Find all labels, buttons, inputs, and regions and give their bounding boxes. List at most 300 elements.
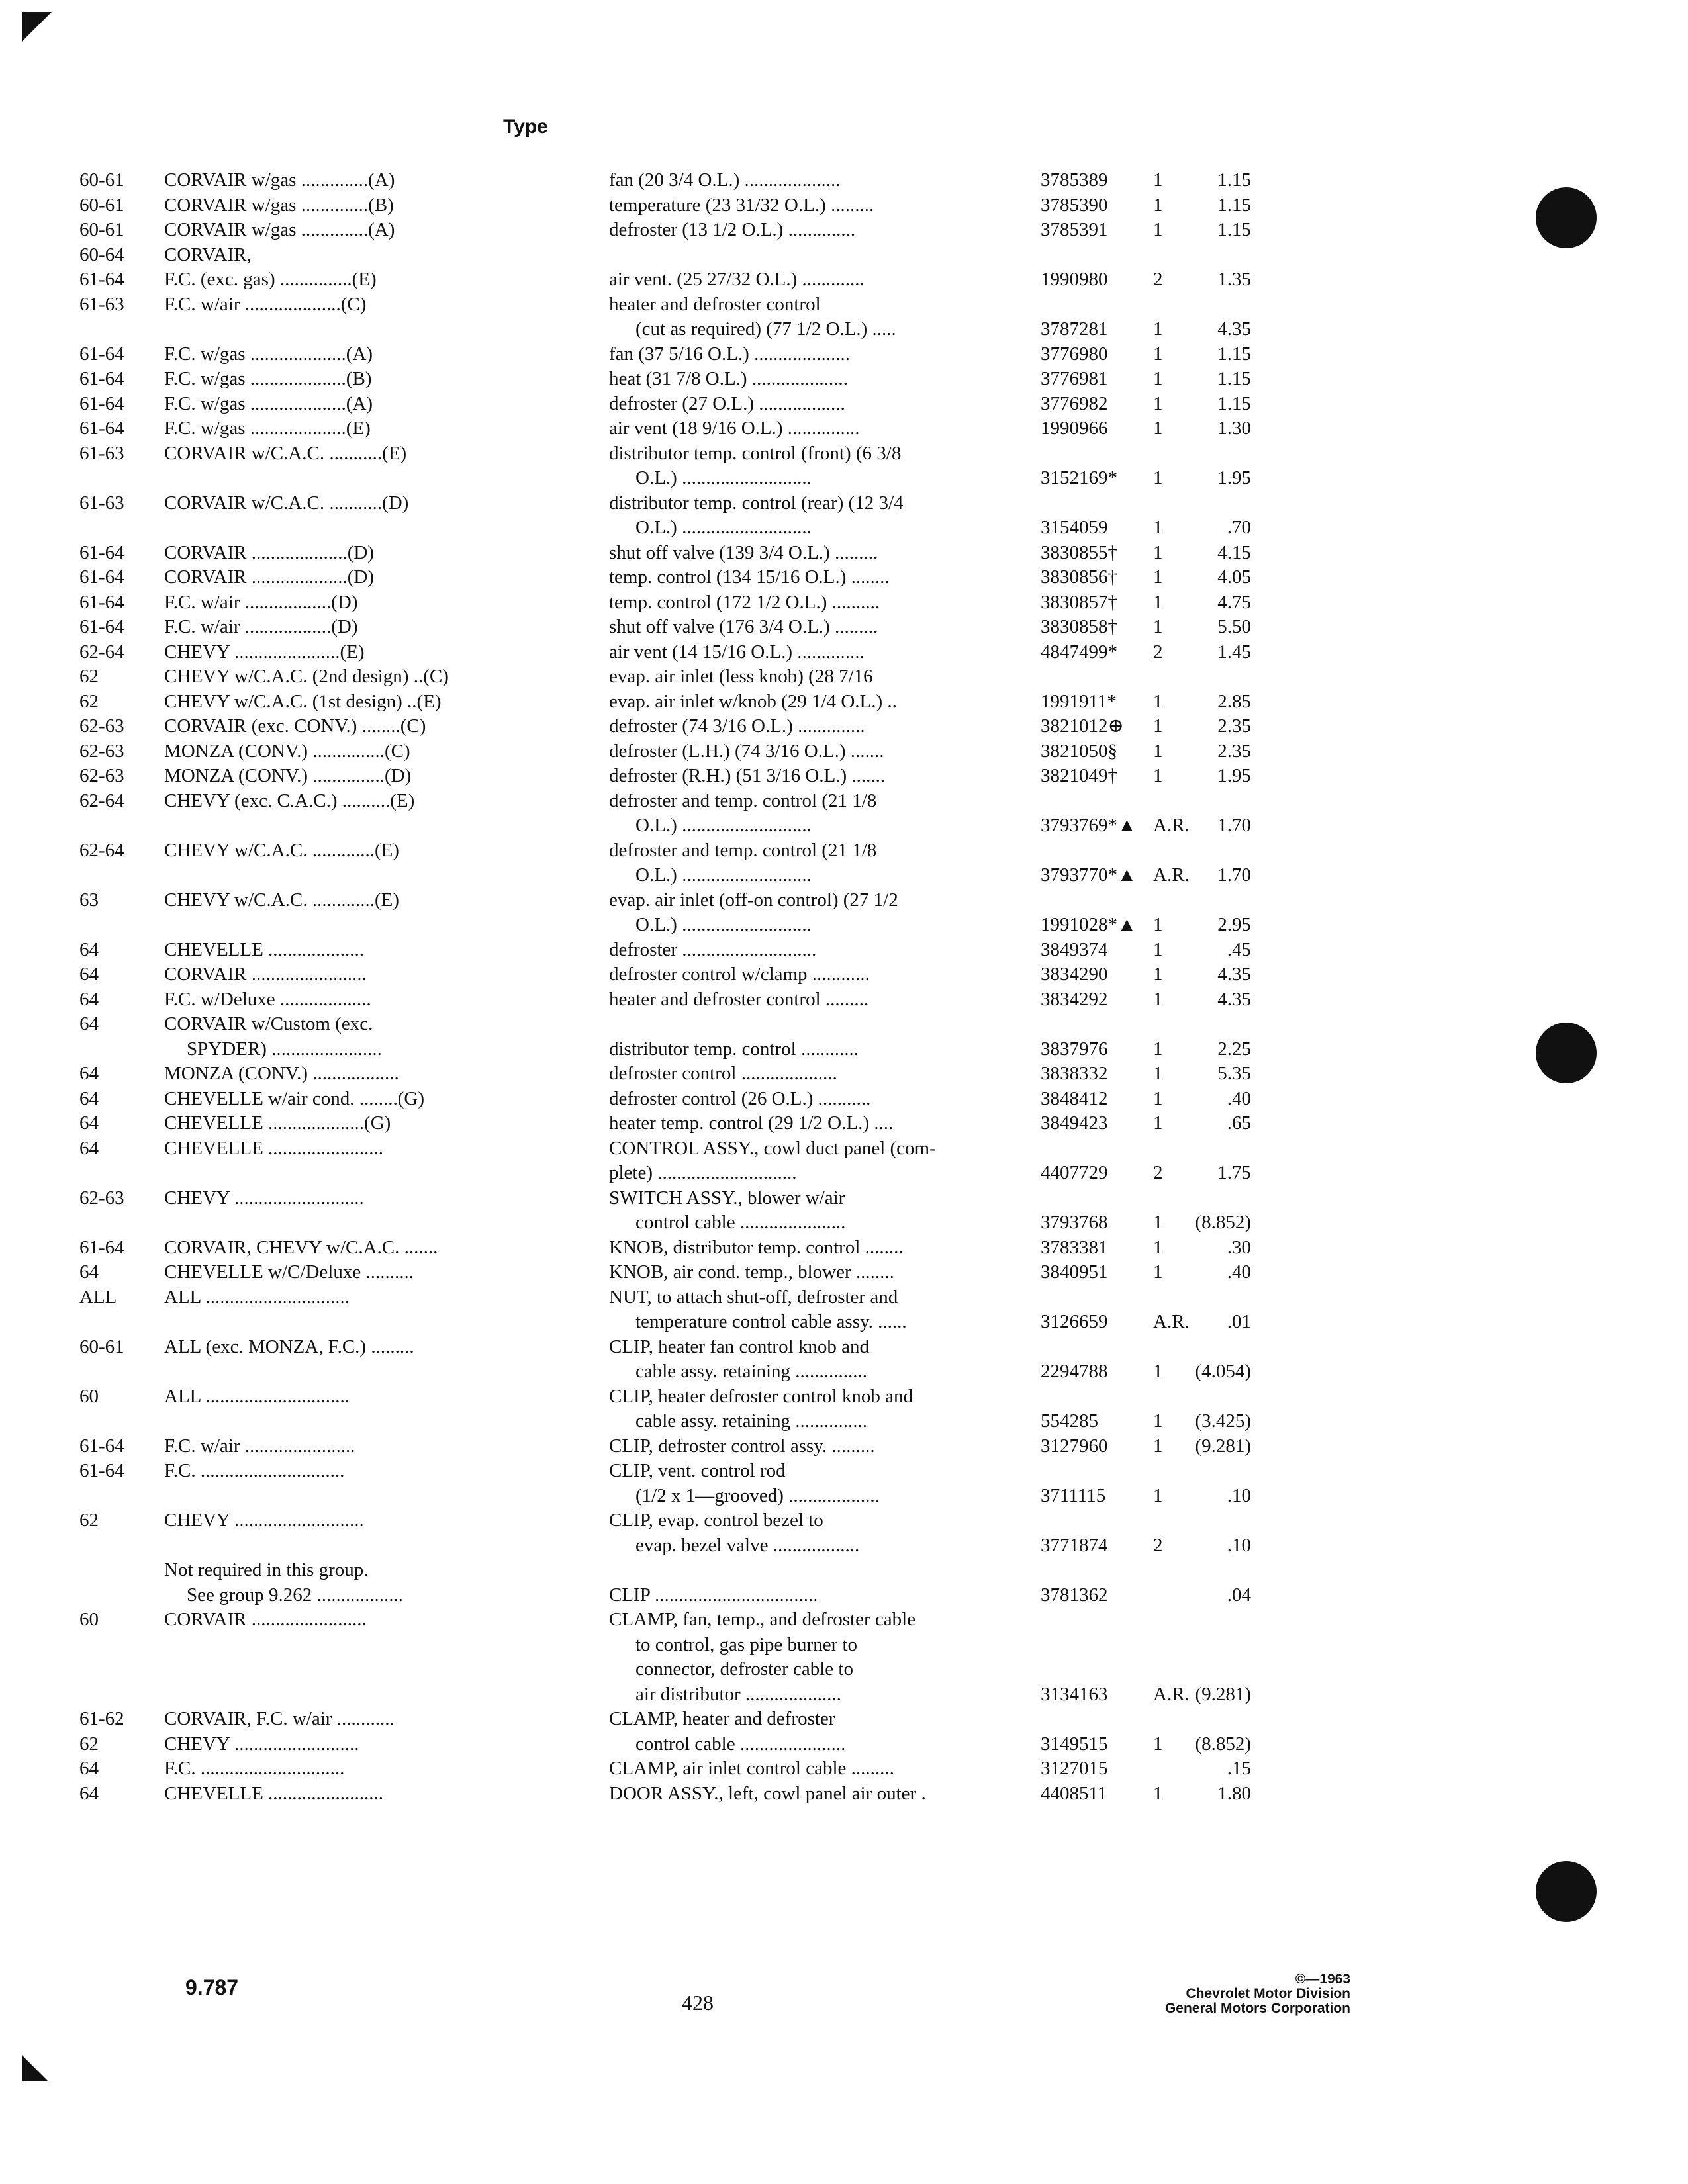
quantity-cell: 1	[1153, 1038, 1163, 1060]
table-row	[79, 1484, 1258, 1509]
table-row	[79, 813, 1258, 839]
description-cell: KNOB, distributor temp. control ........	[609, 1236, 904, 1258]
model-cell: CHEVELLE ........................	[164, 1782, 384, 1804]
table-row	[79, 690, 1258, 715]
year-cell: 61-64	[79, 392, 124, 414]
table-row	[79, 664, 1258, 690]
table-row	[79, 1012, 1258, 1037]
year-cell: 61-64	[79, 269, 124, 290]
price-cell: .70	[1227, 517, 1251, 538]
quantity-cell: 1	[1153, 219, 1163, 240]
price-cell: 4.15	[1217, 541, 1251, 563]
quantity-cell: 1	[1153, 938, 1163, 960]
description-cell: CLIP, vent. control rod	[609, 1460, 786, 1481]
quantity-cell: 1	[1153, 690, 1163, 712]
table-row	[79, 1657, 1258, 1682]
model-cell: CHEVELLE ....................(G)	[164, 1113, 391, 1134]
quantity-cell: A.R.	[1153, 864, 1190, 886]
price-cell: 4.75	[1217, 591, 1251, 613]
part-number-cell: 3793768	[1041, 1212, 1108, 1233]
punch-hole-middle	[1536, 1023, 1597, 1083]
part-number-cell: 1990966	[1041, 418, 1108, 439]
quantity-cell: 1	[1153, 1733, 1163, 1754]
model-cell: CORVAIR w/gas ..............(A)	[164, 219, 395, 240]
price-cell: 4.35	[1217, 318, 1251, 340]
part-number-cell: 3785391	[1041, 219, 1108, 240]
model-cell: F.C. w/gas ....................(A)	[164, 392, 373, 414]
price-cell: (3.425)	[1195, 1410, 1251, 1432]
part-number-cell: 3126659	[1041, 1311, 1108, 1332]
year-cell: 62-63	[79, 765, 124, 786]
model-cell: CORVAIR w/C.A.C. ...........(E)	[164, 442, 407, 464]
part-number-cell: 3127015	[1041, 1758, 1108, 1779]
year-cell: 64	[79, 1113, 99, 1134]
price-cell: 1.75	[1217, 1162, 1251, 1183]
year-cell: 64	[79, 1261, 99, 1283]
price-cell: (8.852)	[1195, 1733, 1251, 1754]
model-cell: CHEVY w/C.A.C. (1st design) ..(E)	[164, 690, 442, 712]
description-cell: DOOR ASSY., left, cowl panel air outer .	[609, 1782, 926, 1804]
publisher-credit	[1165, 1972, 1350, 2016]
description-cell: distributor temp. control ............	[609, 1038, 859, 1060]
description-cell: cable assy. retaining ...............	[635, 1410, 868, 1432]
quantity-cell: 1	[1153, 194, 1163, 216]
year-cell: 63	[79, 889, 99, 911]
punch-hole-bottom	[1536, 1861, 1597, 1922]
model-cell: F.C. w/gas ....................(E)	[164, 418, 371, 439]
table-row	[79, 1385, 1258, 1410]
year-cell: 60-61	[79, 194, 124, 216]
type-column-heading: Type	[503, 116, 548, 138]
price-cell: 5.35	[1217, 1063, 1251, 1084]
table-row	[79, 392, 1258, 417]
part-number-cell: 3776980	[1041, 343, 1108, 365]
year-cell: 60-61	[79, 1336, 124, 1357]
part-number-cell: 3776982	[1041, 392, 1108, 414]
model-cell: CHEVY ...........................	[164, 1187, 364, 1208]
model-cell: F.C. ..............................	[164, 1460, 345, 1481]
table-row	[79, 466, 1258, 491]
description-cell: defroster and temp. control (21 1/8	[609, 839, 877, 861]
table-row	[79, 938, 1258, 963]
model-cell: F.C. w/Deluxe ...................	[164, 988, 371, 1010]
description-cell: defroster (27 O.L.) ..................	[609, 392, 845, 414]
description-cell: defroster (L.H.) (74 3/16 O.L.) .......	[609, 740, 884, 762]
model-cell: F.C. w/gas ....................(B)	[164, 368, 372, 389]
description-cell: defroster control ....................	[609, 1063, 837, 1084]
description-cell: CLAMP, heater and defroster	[609, 1708, 835, 1729]
price-cell: .15	[1227, 1758, 1251, 1779]
table-row	[79, 764, 1258, 789]
year-cell: 62	[79, 1510, 99, 1531]
price-cell: 2.35	[1217, 740, 1251, 762]
price-cell: .30	[1227, 1236, 1251, 1258]
punch-hole-top	[1536, 187, 1597, 248]
quantity-cell: A.R.	[1153, 815, 1190, 836]
part-number-cell: 3834292	[1041, 988, 1108, 1010]
description-cell: cable assy. retaining ...............	[635, 1361, 868, 1382]
description-cell: O.L.) ...........................	[635, 815, 812, 836]
description-cell: CLIP ..................................	[609, 1584, 818, 1606]
model-cell: CHEVELLE w/C/Deluxe ..........	[164, 1261, 414, 1283]
part-number-cell: 3711115	[1041, 1484, 1106, 1506]
table-row	[79, 1434, 1258, 1459]
year-cell: 61-64	[79, 1460, 124, 1481]
price-cell: .10	[1227, 1534, 1251, 1556]
price-cell: 5.50	[1217, 616, 1251, 637]
year-cell: 64	[79, 1087, 99, 1109]
quantity-cell: 1	[1153, 1410, 1163, 1432]
model-cell: CORVAIR w/Custom (exc.	[164, 1013, 373, 1034]
year-cell: 61-63	[79, 293, 124, 315]
part-number-cell: 3785389	[1041, 169, 1108, 191]
corner-mark-bottom-left	[22, 2055, 48, 2081]
part-number-cell: 3149515	[1041, 1733, 1108, 1754]
year-cell: 61-64	[79, 1236, 124, 1258]
table-row	[79, 342, 1258, 367]
price-cell: 1.70	[1217, 864, 1251, 886]
price-cell: 1.80	[1217, 1782, 1251, 1804]
model-cell: F.C. w/air ....................(C)	[164, 293, 367, 315]
description-cell: control cable ......................	[635, 1733, 846, 1754]
table-row	[79, 1359, 1258, 1385]
group-number: 9.787	[185, 1976, 239, 1999]
quantity-cell: 1	[1153, 318, 1163, 340]
quantity-cell: A.R.	[1153, 1683, 1190, 1705]
model-cell: CHEVY w/C.A.C. .............(E)	[164, 889, 399, 911]
description-cell: defroster ............................	[609, 938, 817, 960]
table-row	[79, 1236, 1258, 1261]
division-name: Chevrolet Motor Division	[1186, 1986, 1350, 2001]
model-cell: ALL (exc. MONZA, F.C.) .........	[164, 1336, 414, 1357]
year-cell: 60-61	[79, 169, 124, 191]
year-cell: 61-63	[79, 492, 124, 514]
quantity-cell: 1	[1153, 715, 1163, 737]
model-cell: CORVAIR ....................(D)	[164, 541, 374, 563]
year-cell: 60	[79, 1609, 99, 1630]
quantity-cell: 1	[1153, 567, 1163, 588]
table-row	[79, 1409, 1258, 1434]
part-number-cell: 3776981	[1041, 368, 1108, 389]
quantity-cell: 1	[1153, 740, 1163, 762]
model-cell: CHEVELLE ........................	[164, 1137, 384, 1159]
description-cell: heater and defroster control	[609, 293, 821, 315]
description-cell: CLAMP, air inlet control cable .........	[609, 1758, 894, 1779]
year-cell: 61-64	[79, 616, 124, 637]
year-cell: 64	[79, 1758, 99, 1779]
table-row	[79, 1732, 1258, 1757]
description-cell: shut off valve (176 3/4 O.L.) .........	[609, 616, 878, 637]
price-cell: (9.281)	[1195, 1683, 1251, 1705]
table-row	[79, 1087, 1258, 1112]
description-cell: air vent. (25 27/32 O.L.) .............	[609, 269, 865, 290]
part-number-cell: 4847499*	[1041, 641, 1117, 662]
table-row	[79, 714, 1258, 739]
quantity-cell: 1	[1153, 964, 1163, 985]
part-number-cell: 3830855†	[1041, 541, 1117, 563]
description-cell: O.L.) ...........................	[635, 517, 812, 538]
year-cell: 62-64	[79, 790, 124, 811]
table-row	[79, 1508, 1258, 1533]
price-cell: 1.15	[1217, 392, 1251, 414]
description-cell: fan (37 5/16 O.L.) ....................	[609, 343, 851, 365]
year-cell: 64	[79, 988, 99, 1010]
year-cell: 61-64	[79, 567, 124, 588]
model-cell: CORVAIR, F.C. w/air ............	[164, 1708, 395, 1729]
description-cell: distributor temp. control (front) (6 3/8	[609, 442, 902, 464]
model-cell: F.C. ..............................	[164, 1758, 345, 1779]
price-cell: 2.35	[1217, 715, 1251, 737]
table-row	[79, 1037, 1258, 1062]
price-cell: .65	[1227, 1113, 1251, 1134]
quantity-cell: 1	[1153, 467, 1163, 488]
year-cell: 62-63	[79, 740, 124, 762]
description-cell: air vent (14 15/16 O.L.) ..............	[609, 641, 865, 662]
part-number-cell: 2294788	[1041, 1361, 1108, 1382]
quantity-cell: 1	[1153, 1484, 1163, 1506]
description-cell: evap. air inlet w/knob (29 1/4 O.L.) ..	[609, 690, 897, 712]
description-cell: evap. bezel valve ..................	[635, 1534, 860, 1556]
part-number-cell: 3830858†	[1041, 616, 1117, 637]
table-row	[79, 1608, 1258, 1633]
description-cell: distributor temp. control (rear) (12 3/4	[609, 492, 904, 514]
year-cell: 62-64	[79, 839, 124, 861]
description-cell: CLAMP, fan, temp., and defroster cable	[609, 1609, 916, 1630]
table-row	[79, 987, 1258, 1013]
price-cell: 1.15	[1217, 169, 1251, 191]
year-cell: 60-64	[79, 244, 124, 265]
price-cell: 1.15	[1217, 368, 1251, 389]
price-cell: (8.852)	[1195, 1212, 1251, 1233]
price-cell: 1.30	[1217, 418, 1251, 439]
price-cell: 1.15	[1217, 219, 1251, 240]
price-cell: .40	[1227, 1087, 1251, 1109]
quantity-cell: 1	[1153, 1236, 1163, 1258]
year-cell: 61-62	[79, 1708, 124, 1729]
description-cell: defroster control (26 O.L.) ...........	[609, 1087, 871, 1109]
table-row	[79, 541, 1258, 566]
table-row	[79, 1583, 1258, 1608]
description-cell: control cable ......................	[635, 1212, 846, 1233]
table-row	[79, 1111, 1258, 1136]
table-row	[79, 293, 1258, 318]
model-cell: See group 9.262 ..................	[187, 1584, 404, 1606]
quantity-cell: 1	[1153, 169, 1163, 191]
description-cell: temperature control cable assy. ......	[635, 1311, 907, 1332]
part-number-cell: 3127960	[1041, 1435, 1108, 1457]
table-row	[79, 1533, 1258, 1559]
table-row	[79, 1782, 1258, 1807]
description-cell: CLIP, heater defroster control knob and	[609, 1385, 914, 1407]
part-number-cell: 1991911*	[1041, 690, 1117, 712]
quantity-cell: 1	[1153, 343, 1163, 365]
model-cell: SPYDER) .......................	[187, 1038, 382, 1060]
part-number-cell: 3848412	[1041, 1087, 1108, 1109]
year-cell: 61-64	[79, 1435, 124, 1457]
quantity-cell: 1	[1153, 591, 1163, 613]
model-cell: CORVAIR w/gas ..............(B)	[164, 194, 394, 216]
table-row	[79, 1136, 1258, 1161]
corporation-name: General Motors Corporation	[1164, 2001, 1350, 2016]
corner-mark-top-left	[22, 12, 52, 42]
quantity-cell: 1	[1153, 765, 1163, 786]
table-row	[79, 962, 1258, 987]
year-cell: ALL	[79, 1286, 117, 1308]
part-number-cell: 3134163	[1041, 1683, 1108, 1705]
table-row	[79, 640, 1258, 665]
page-number: 428	[682, 1991, 714, 2015]
table-row	[79, 590, 1258, 615]
year-cell: 61-64	[79, 418, 124, 439]
model-cell: CHEVY w/C.A.C. .............(E)	[164, 839, 399, 861]
description-cell: SWITCH ASSY., blower w/air	[609, 1187, 845, 1208]
quantity-cell: 1	[1153, 392, 1163, 414]
table-row	[79, 1335, 1258, 1360]
copyright: ©—1963	[1295, 1972, 1350, 1987]
description-cell: defroster control w/clamp ............	[609, 964, 870, 985]
table-row	[79, 267, 1258, 293]
quantity-cell: 1	[1153, 616, 1163, 637]
table-row	[79, 913, 1258, 938]
model-cell: MONZA (CONV.) ..................	[164, 1063, 399, 1084]
price-cell: .45	[1227, 938, 1251, 960]
part-number-cell: 3781362	[1041, 1584, 1108, 1606]
table-row	[79, 218, 1258, 243]
description-cell: plete) .............................	[609, 1162, 797, 1183]
year-cell: 60-61	[79, 219, 124, 240]
model-cell: CHEVELLE w/air cond. ........(G)	[164, 1087, 425, 1109]
table-row	[79, 565, 1258, 590]
part-number-cell: 3821012⊕	[1041, 715, 1124, 737]
year-cell: 62-64	[79, 641, 124, 662]
table-row	[79, 491, 1258, 516]
model-cell: ALL ..............................	[164, 1385, 350, 1407]
part-number-cell: 3849374	[1041, 938, 1108, 960]
parts-list	[79, 168, 1258, 1806]
quantity-cell: 2	[1153, 641, 1163, 662]
model-cell: CORVAIR ........................	[164, 964, 367, 985]
price-cell: 1.95	[1217, 467, 1251, 488]
table-row	[79, 789, 1258, 814]
quantity-cell: 1	[1153, 1782, 1163, 1804]
model-cell: F.C. w/air ..................(D)	[164, 616, 358, 637]
part-number-cell: 1991028*▲	[1041, 914, 1137, 935]
price-cell: 4.35	[1217, 988, 1251, 1010]
description-cell: evap. air inlet (off-on control) (27 1/2	[609, 889, 898, 911]
part-number-cell: 3849423	[1041, 1113, 1108, 1134]
part-number-cell: 3834290	[1041, 964, 1108, 985]
part-number-cell: 554285	[1041, 1410, 1098, 1432]
part-number-cell: 4407729	[1041, 1162, 1108, 1183]
part-number-cell: 3771874	[1041, 1534, 1108, 1556]
table-row	[79, 243, 1258, 268]
price-cell: 4.35	[1217, 964, 1251, 985]
table-row	[79, 1682, 1258, 1707]
year-cell: 64	[79, 964, 99, 985]
description-cell: to control, gas pipe burner to	[635, 1633, 858, 1655]
part-number-cell: 3830856†	[1041, 567, 1117, 588]
part-number-cell: 3783381	[1041, 1236, 1108, 1258]
price-cell: 1.95	[1217, 765, 1251, 786]
model-cell: CORVAIR w/C.A.C. ...........(D)	[164, 492, 409, 514]
description-cell: evap. air inlet (less knob) (28 7/16	[609, 666, 873, 687]
description-cell: temperature (23 31/32 O.L.) .........	[609, 194, 874, 216]
quantity-cell: 2	[1153, 269, 1163, 290]
model-cell: CORVAIR ....................(D)	[164, 567, 374, 588]
price-cell: (4.054)	[1195, 1361, 1251, 1382]
description-cell: defroster (R.H.) (51 3/16 O.L.) .......	[609, 765, 886, 786]
part-number-cell: 3837976	[1041, 1038, 1108, 1060]
model-cell: CHEVY w/C.A.C. (2nd design) ..(C)	[164, 666, 449, 687]
quantity-cell: 1	[1153, 1361, 1163, 1382]
model-cell: CHEVELLE ....................	[164, 938, 365, 960]
model-cell: CHEVY ..........................	[164, 1733, 359, 1754]
year-cell: 61-64	[79, 591, 124, 613]
table-row	[79, 416, 1258, 441]
model-cell: F.C. (exc. gas) ...............(E)	[164, 269, 377, 290]
description-cell: heat (31 7/8 O.L.) ....................	[609, 368, 848, 389]
model-cell: CHEVY (exc. C.A.C.) ..........(E)	[164, 790, 415, 811]
model-cell: MONZA (CONV.) ...............(D)	[164, 765, 412, 786]
model-cell: CHEVY ...........................	[164, 1510, 364, 1531]
quantity-cell: 1	[1153, 1261, 1163, 1283]
price-cell: 1.15	[1217, 194, 1251, 216]
description-cell: CLIP, heater fan control knob and	[609, 1336, 870, 1357]
quantity-cell: 1	[1153, 988, 1163, 1010]
part-number-cell: 3821050§	[1041, 740, 1117, 762]
model-cell: CORVAIR (exc. CONV.) ........(C)	[164, 715, 426, 737]
table-row	[79, 1459, 1258, 1484]
description-cell: air vent (18 9/16 O.L.) ...............	[609, 418, 860, 439]
table-row	[79, 1633, 1258, 1658]
description-cell: NUT, to attach shut-off, defroster and	[609, 1286, 898, 1308]
quantity-cell: A.R.	[1153, 1311, 1190, 1332]
table-row	[79, 1062, 1258, 1087]
model-cell: CORVAIR w/gas ..............(A)	[164, 169, 395, 191]
part-number-cell: 3821049†	[1041, 765, 1117, 786]
table-row	[79, 1285, 1258, 1310]
year-cell: 64	[79, 938, 99, 960]
part-number-cell: 3785390	[1041, 194, 1108, 216]
price-cell: 2.25	[1217, 1038, 1251, 1060]
table-row	[79, 516, 1258, 541]
price-cell: (9.281)	[1195, 1435, 1251, 1457]
quantity-cell: 1	[1153, 1212, 1163, 1233]
year-cell: 62-63	[79, 1187, 124, 1208]
model-cell: F.C. w/air .......................	[164, 1435, 355, 1457]
table-row	[79, 1310, 1258, 1335]
year-cell: 64	[79, 1782, 99, 1804]
part-number-cell: 3787281	[1041, 318, 1108, 340]
table-row	[79, 863, 1258, 888]
table-row	[79, 1186, 1258, 1211]
table-row	[79, 1210, 1258, 1236]
table-row	[79, 839, 1258, 864]
part-number-cell: 1990980	[1041, 269, 1108, 290]
quantity-cell: 1	[1153, 517, 1163, 538]
year-cell: 61-64	[79, 541, 124, 563]
description-cell: (1/2 x 1—grooved) ...................	[635, 1484, 880, 1506]
year-cell: 61-64	[79, 368, 124, 389]
model-cell: F.C. w/gas ....................(A)	[164, 343, 373, 365]
quantity-cell: 1	[1153, 418, 1163, 439]
model-cell: F.C. w/air ..................(D)	[164, 591, 358, 613]
description-cell: O.L.) ...........................	[635, 467, 812, 488]
part-number-cell: 3840951	[1041, 1261, 1108, 1283]
price-cell: .01	[1227, 1311, 1251, 1332]
model-cell: CORVAIR ........................	[164, 1609, 367, 1630]
model-cell: ALL ..............................	[164, 1286, 350, 1308]
